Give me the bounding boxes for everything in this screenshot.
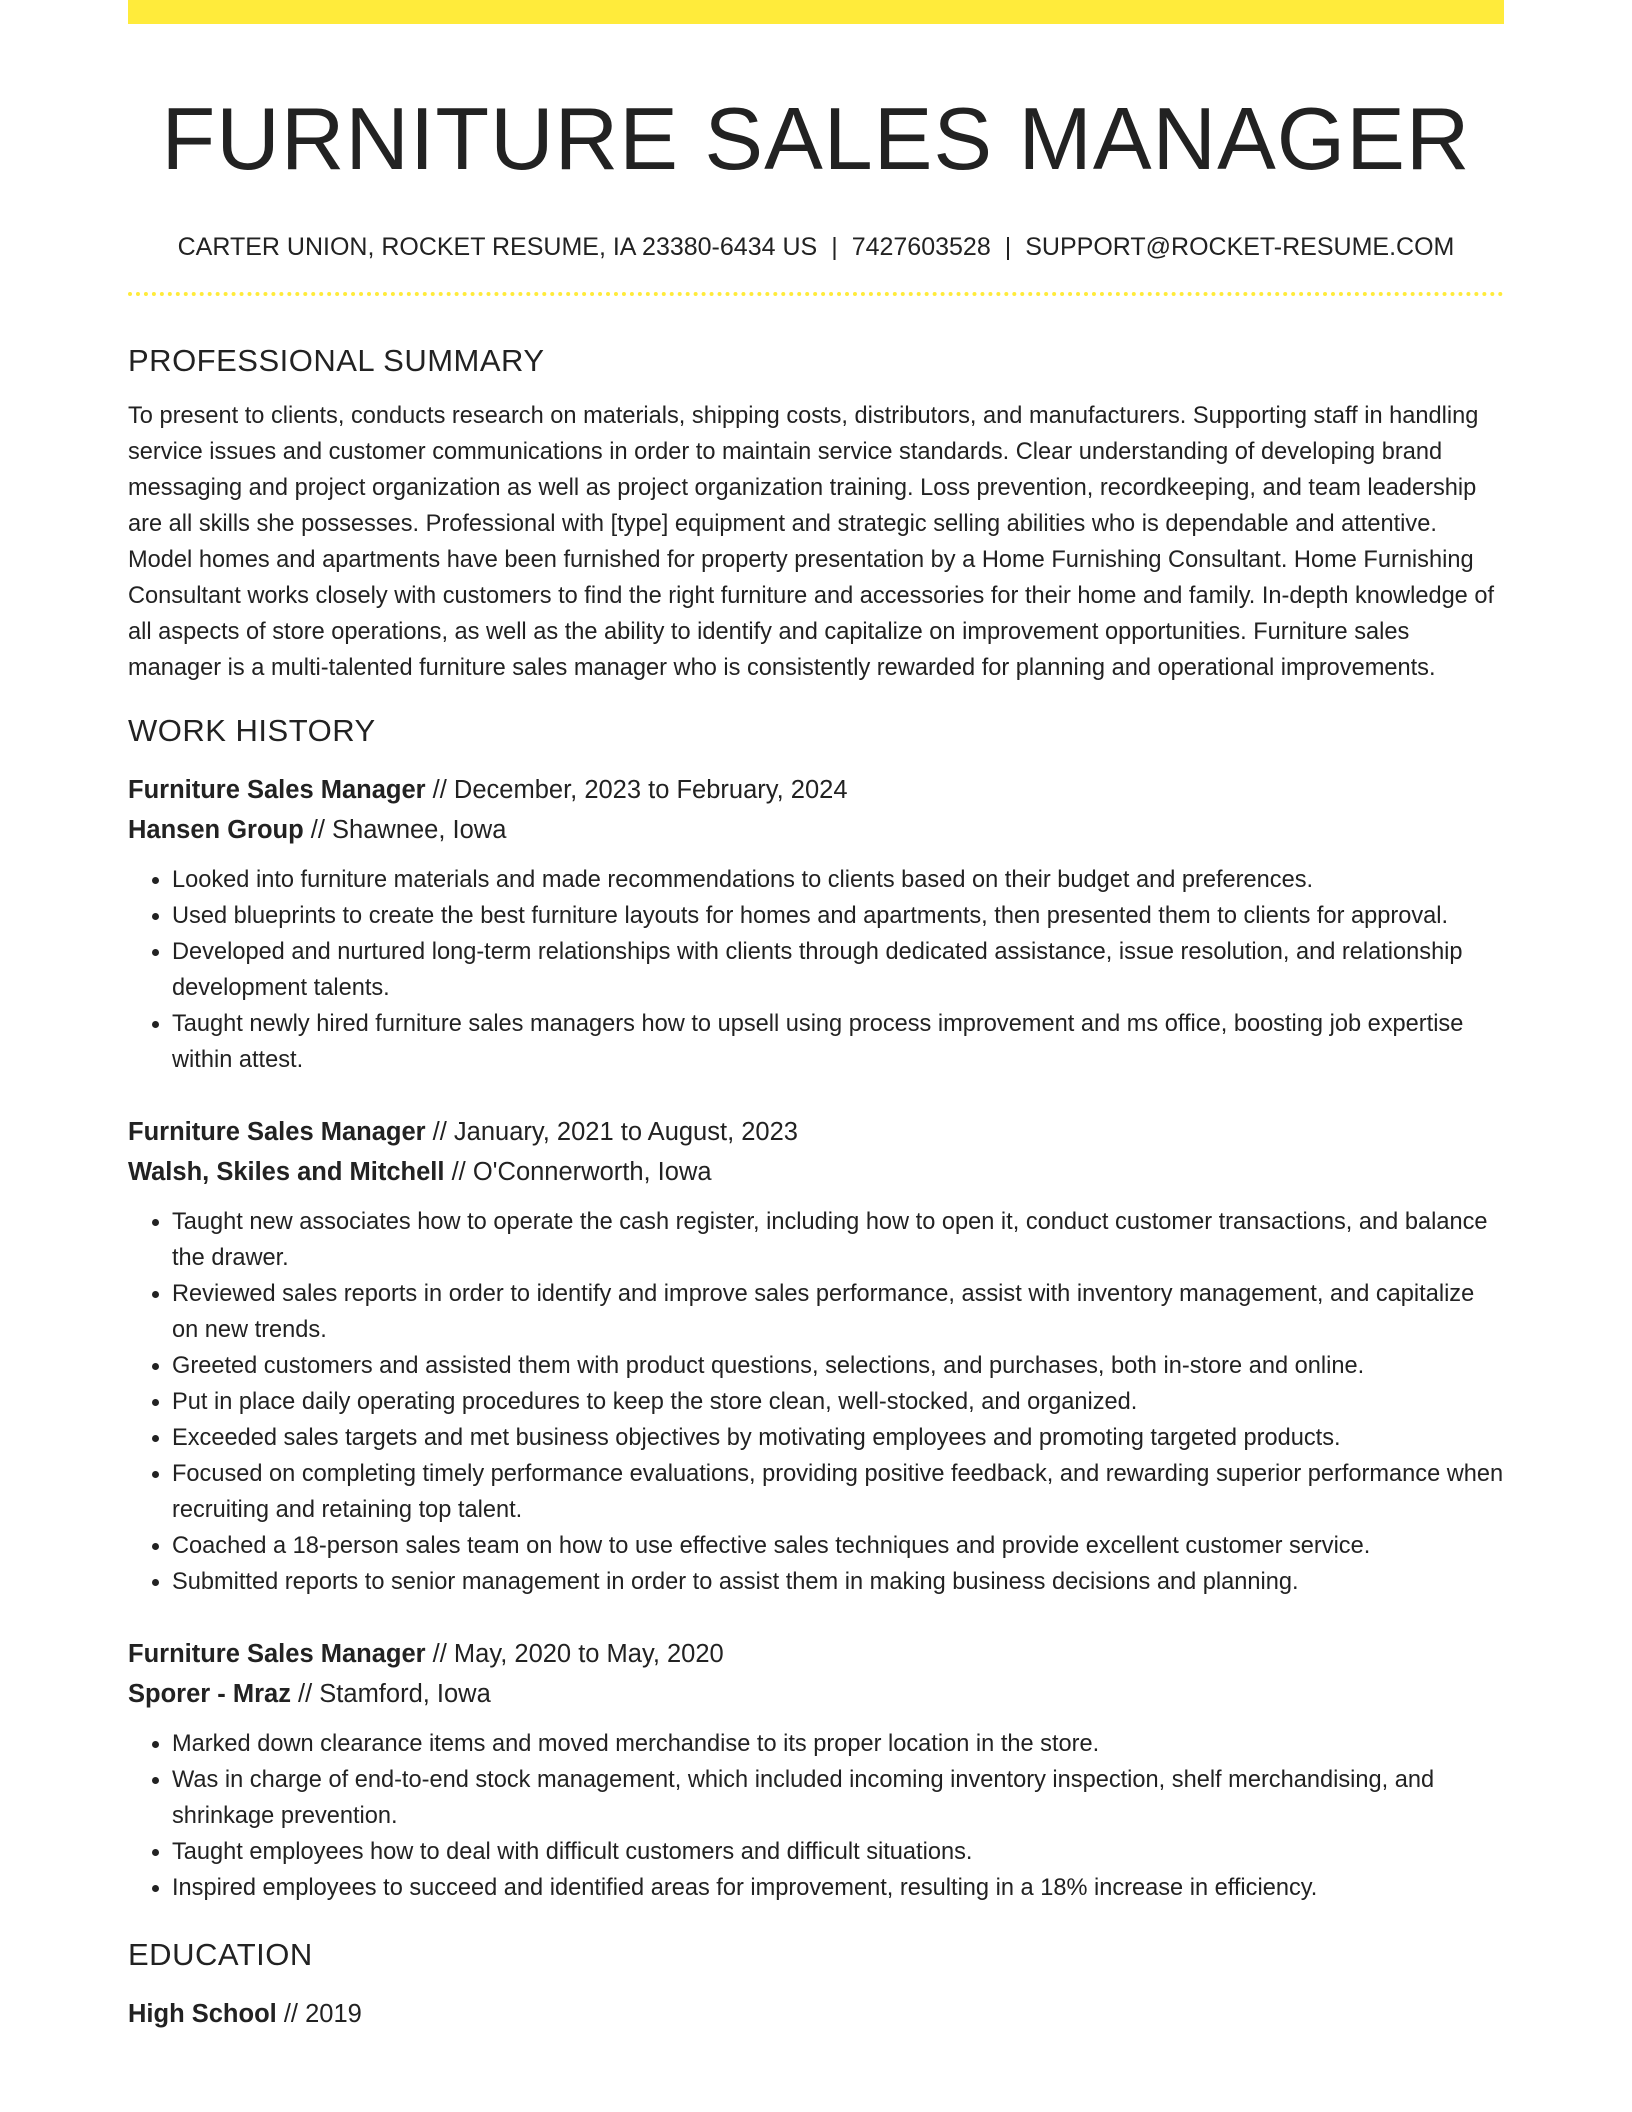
job-bullet-list [128, 1204, 1504, 1600]
job-entry [128, 1634, 1504, 1906]
job-bullet: • Greeted customers and assisted them with product questions, selections, and purchases, both in-store and online. [172, 1348, 1504, 1384]
job-title-line [128, 1112, 1504, 1152]
job-dates: // May, 2020 to May, 2020 [425, 1640, 724, 1668]
job-dates: // December, 2023 to February, 2024 [425, 776, 848, 804]
job-company: Hansen Group [128, 816, 304, 844]
job-entry [128, 1112, 1504, 1600]
job-bullet: • Taught employees how to deal with difficult customers and difficult situations. [172, 1834, 1504, 1870]
education-entry [128, 1994, 1504, 2034]
job-title-line [128, 1634, 1504, 1674]
job-bullet: • Used blueprints to create the best furniture layouts for homes and apartments, then presented them to clients for approval. [172, 898, 1504, 934]
job-entry [128, 770, 1504, 1078]
contact-line [128, 228, 1504, 266]
job-location: // Stamford, Iowa [290, 1680, 491, 1708]
education-section-title: EDUCATION [128, 1937, 313, 1972]
job-bullet: • Taught newly hired furniture sales managers how to upsell using process improvement and ms office, boosting job expertise within attest. [172, 1006, 1504, 1078]
contact-separator: | [1004, 233, 1012, 261]
job-bullet: • Was in charge of end-to-end stock management, which included incoming inventory inspection, shelf merchandising, and shrinkage prevention. [172, 1762, 1504, 1834]
resume-name-heading: FURNITURE SALES MANAGER [161, 89, 1471, 188]
job-role: Furniture Sales Manager [128, 1118, 426, 1146]
job-bullet: • Exceeded sales targets and met business objectives by motivating employees and promoting targeted products. [172, 1420, 1504, 1456]
accent-top-bar [128, 0, 1504, 24]
job-bullet: • Taught new associates how to operate the cash register, including how to open it, conduct customer transactions, and balance the drawer. [172, 1204, 1504, 1276]
contact-separator: | [831, 233, 838, 261]
job-role: Furniture Sales Manager [128, 776, 426, 804]
job-bullet: • Submitted reports to senior management in order to assist them in making business decisions and planning. [172, 1564, 1504, 1600]
resume-page [128, 0, 1504, 2034]
contact-address: CARTER UNION, ROCKET RESUME, IA 23380-6434 US [177, 233, 818, 261]
job-bullet: • Reviewed sales reports in order to identify and improve sales performance, assist with inventory management, and capitalize on new trends. [172, 1276, 1504, 1348]
job-bullet-list [128, 862, 1504, 1078]
dotted-divider [128, 292, 1504, 296]
job-bullet: • Marked down clearance items and moved merchandise to its proper location in the store. [172, 1726, 1504, 1762]
job-bullet: • Looked into furniture materials and made recommendations to clients based on their budget and preferences. [172, 862, 1504, 898]
job-bullet: • Put in place daily operating procedures to keep the store clean, well-stocked, and organized. [172, 1384, 1504, 1420]
education-year: // 2019 [276, 2000, 362, 2028]
job-company-line [128, 1674, 1504, 1714]
job-company: Walsh, Skiles and Mitchell [128, 1158, 445, 1186]
summary-paragraph: To present to clients, conducts research on materials, shipping costs, distributors, and manufacturers. Supporting staff in handling service issues and customer communications in order to maintain service standards. Clear understanding of developing brand messaging and project organization as well as project organization training. Loss prevention, recordkeeping, and team leadership are all skills she possesses. Professional with [type] equipment and strategic selling abilities who is dependable and attentive. Model homes and apartments have been furnished for property presentation by a Home Furnishing Consultant. Home Furnishing Consultant works closely with customers to find the right furniture and accessories for their home and family. In-depth knowledge of all aspects of store operations, as well as the ability to identify and capitalize on improvement opportunities. Furniture sales manager is a multi-talented furniture sales manager who is consistently rewarded for planning and operational improvements. [128, 403, 1495, 681]
job-bullet: • Developed and nurtured long-term relationships with clients through dedicated assistance, issue resolution, and relationship development talents. [172, 934, 1504, 1006]
job-dates: // January, 2021 to August, 2023 [425, 1118, 798, 1146]
contact-email: SUPPORT@ROCKET-RESUME.COM [1025, 233, 1455, 261]
job-company: Sporer - Mraz [128, 1680, 291, 1708]
job-bullet: • Coached a 18-person sales team on how to use effective sales techniques and provide excellent customer service. [172, 1528, 1504, 1564]
education-degree: High School [128, 2000, 277, 2028]
job-location: // Shawnee, Iowa [303, 816, 507, 844]
job-company-line [128, 1152, 1504, 1192]
job-role: Furniture Sales Manager [128, 1640, 426, 1668]
job-location: // O'Connerworth, Iowa [444, 1158, 712, 1186]
summary-section-title: PROFESSIONAL SUMMARY [128, 343, 545, 378]
job-bullet: • Focused on completing timely performance evaluations, providing positive feedback, and rewarding superior performance when recruiting and retaining top talent. [172, 1456, 1504, 1528]
job-title-line [128, 770, 1504, 810]
contact-phone: 7427603528 [851, 233, 991, 261]
job-bullet: • Inspired employees to succeed and identified areas for improvement, resulting in a 18% increase in efficiency. [172, 1870, 1504, 1906]
job-company-line [128, 810, 1504, 850]
job-bullet-list [128, 1726, 1504, 1906]
work-history-section-title: WORK HISTORY [128, 713, 376, 748]
